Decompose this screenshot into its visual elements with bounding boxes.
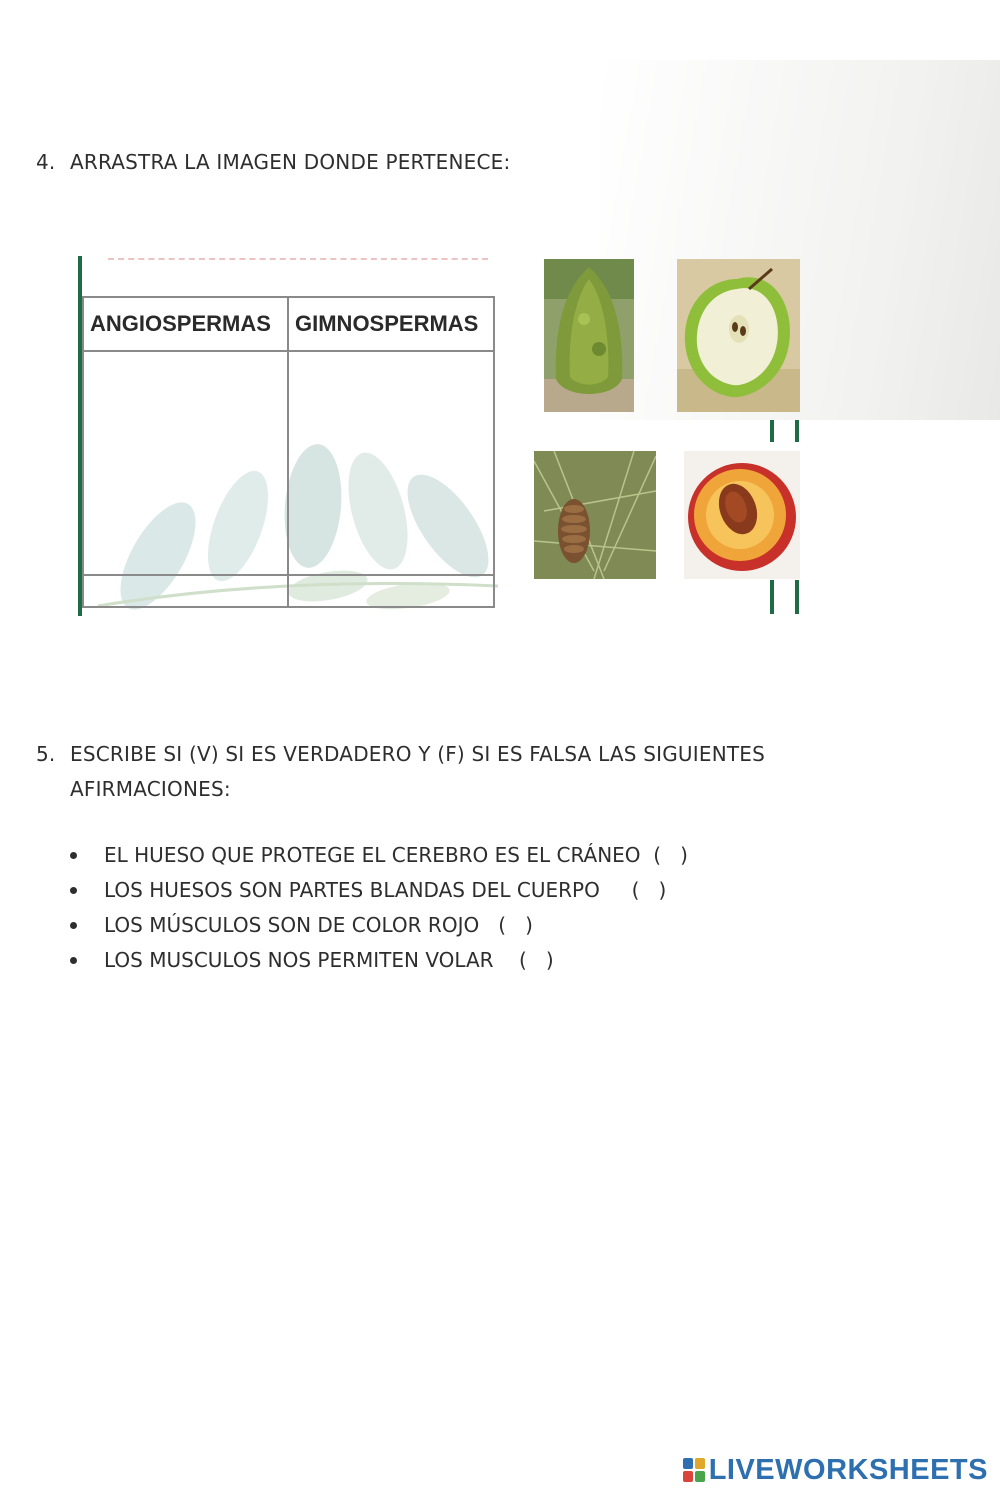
bullet-icon (70, 957, 77, 964)
statement-text: LOS MUSCULOS NOS PERMITEN VOLAR (104, 948, 494, 972)
drop-zone-angiospermas[interactable] (83, 351, 288, 575)
brand-name: LIVEWORKSHEETS (708, 1453, 988, 1486)
question-number: 5. (36, 742, 56, 766)
bullet-icon (70, 887, 77, 894)
statement-text: LOS MÚSCULOS SON DE COLOR ROJO (104, 913, 480, 937)
page-shadow (600, 60, 1000, 420)
apple-icon (677, 259, 800, 412)
question-instruction-line1: ESCRIBE SI (V) SI ES VERDADERO Y (F) SI ES FALSA LAS SIGUIENTES (70, 742, 766, 766)
statement-text: LOS HUESOS SON PARTES BLANDAS DEL CUERPO (104, 878, 600, 902)
question-number: 4. (36, 150, 56, 174)
logo-square (695, 1471, 705, 1482)
drop-zone-gimnospermas[interactable] (288, 351, 494, 575)
classification-area (78, 256, 500, 616)
table-bottom-cell (288, 575, 494, 607)
dashed-line (108, 258, 488, 264)
cypress-tree-icon (544, 259, 634, 412)
cypress-tree-image[interactable] (544, 259, 634, 412)
header-angiospermas: ANGIOSPERMAS (83, 297, 288, 351)
statement-item (70, 943, 688, 978)
bullet-icon (70, 922, 77, 929)
green-bar (770, 580, 774, 614)
answer-blank[interactable]: ( ) (631, 878, 667, 902)
classification-table (82, 296, 495, 608)
statement-text: EL HUESO QUE PROTEGE EL CEREBRO ES EL CRÁNEO (104, 843, 641, 867)
answer-blank[interactable]: ( ) (498, 913, 533, 937)
logo-square (683, 1471, 693, 1482)
statement-item (70, 908, 688, 943)
green-bar (795, 580, 799, 614)
apple-image[interactable] (677, 259, 800, 412)
statement-item (70, 873, 688, 908)
answer-blank[interactable]: ( ) (653, 843, 688, 867)
answer-blank[interactable]: ( ) (519, 948, 554, 972)
question-instruction-line2: AFIRMACIONES: (70, 777, 231, 801)
green-bar (795, 420, 799, 442)
question-4-title (36, 150, 510, 174)
green-bar (770, 420, 774, 442)
logo-square (683, 1458, 693, 1469)
liveworksheets-logo-icon (683, 1458, 705, 1482)
pine-cone-image[interactable] (534, 451, 656, 579)
pine-cone-icon (534, 451, 656, 579)
bullet-icon (70, 852, 77, 859)
peach-image[interactable] (684, 451, 800, 579)
question-5-title (36, 737, 936, 807)
question-instruction: ARRASTRA LA IMAGEN DONDE PERTENECE: (70, 150, 511, 174)
statement-list (70, 838, 688, 978)
logo-square (695, 1458, 705, 1469)
header-gimnospermas: GIMNOSPERMAS (288, 297, 494, 351)
peach-icon (684, 451, 800, 579)
liveworksheets-brand[interactable] (683, 1452, 988, 1488)
statement-item (70, 838, 688, 873)
table-bottom-cell (83, 575, 288, 607)
